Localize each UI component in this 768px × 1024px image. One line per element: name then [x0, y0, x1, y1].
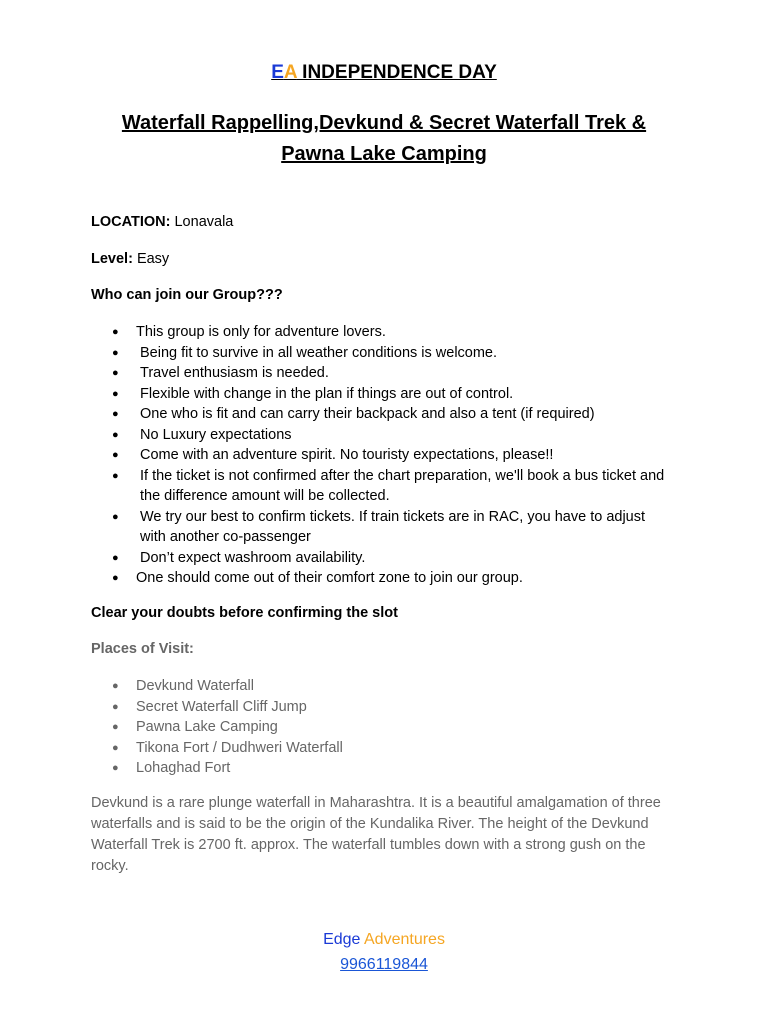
location-value: Lonavala [170, 214, 234, 230]
list-item: ● Flexible with change in the plan if things are out of control. [112, 384, 670, 405]
brand-letter-e: E [271, 62, 284, 83]
places-heading: Places of Visit: [91, 641, 194, 657]
location-label: LOCATION: [91, 214, 171, 230]
trip-title-line-2: Pawna Lake Camping [281, 143, 487, 165]
event-name: INDEPENDENCE DAY [296, 62, 497, 83]
list-item: ● One should come out of their comfort zone to join our group. [112, 568, 666, 589]
list-item: ● Being fit to survive in all weather conditions is welcome. [112, 343, 670, 364]
list-item: ● Lohaghad Fort [112, 758, 666, 779]
brand-edge: Edge [323, 931, 361, 948]
places-list [112, 676, 666, 779]
list-item: ● If the ticket is not confirmed after the chart preparation, we'll book a bus ticket and the difference amount will be collected. [112, 466, 670, 507]
who-can-join-heading: Who can join our Group??? [91, 287, 283, 303]
footer-phone-row [0, 956, 768, 974]
footer-brand [0, 931, 768, 949]
list-item: ● This group is only for adventure lovers. [112, 322, 666, 343]
list-item: ● Secret Waterfall Cliff Jump [112, 697, 666, 718]
list-item: ● Come with an adventure spirit. No touristy expectations, please!! [112, 445, 670, 466]
list-item: ● No Luxury expectations [112, 425, 670, 446]
list-item: ● We try our best to confirm tickets. If train tickets are in RAC, you have to adjust with another co-passenger [112, 507, 670, 548]
list-item: ● Travel enthusiasm is needed. [112, 363, 670, 384]
list-item: ● Devkund Waterfall [112, 676, 666, 697]
location-line [91, 214, 233, 230]
brand-letter-a: A [283, 62, 297, 83]
list-item: ● One who is fit and can carry their backpack and also a tent (if required) [112, 404, 670, 425]
list-item: ● Tikona Fort / Dudhweri Waterfall [112, 738, 666, 759]
level-label: Level: [91, 251, 133, 267]
requirements-list [112, 322, 670, 589]
list-item: ● Pawna Lake Camping [112, 717, 666, 738]
devkund-description: Devkund is a rare plunge waterfall in Maharashtra. It is a beautiful amalgamation of three waterfalls and is said to be the origin of the Kundalika River. The height of the Devkund Waterfall Trek is 2700 ft. approx. The waterfall tumbles down with a strong gush on the rocky. [91, 795, 661, 874]
trip-title-line-1: Waterfall Rappelling,Devkund & Secret Waterfall Trek & [121, 112, 647, 134]
phone-link[interactable]: 9966119844 [340, 956, 428, 973]
doubts-line: Clear your doubts before confirming the slot [91, 605, 398, 621]
level-value: Easy [132, 251, 170, 267]
event-title [0, 62, 768, 84]
brand-adventures: Adventures [360, 931, 445, 948]
level-line [91, 251, 169, 267]
list-item: ● Don’t expect washroom availability. [112, 548, 670, 569]
trip-title [0, 108, 768, 170]
